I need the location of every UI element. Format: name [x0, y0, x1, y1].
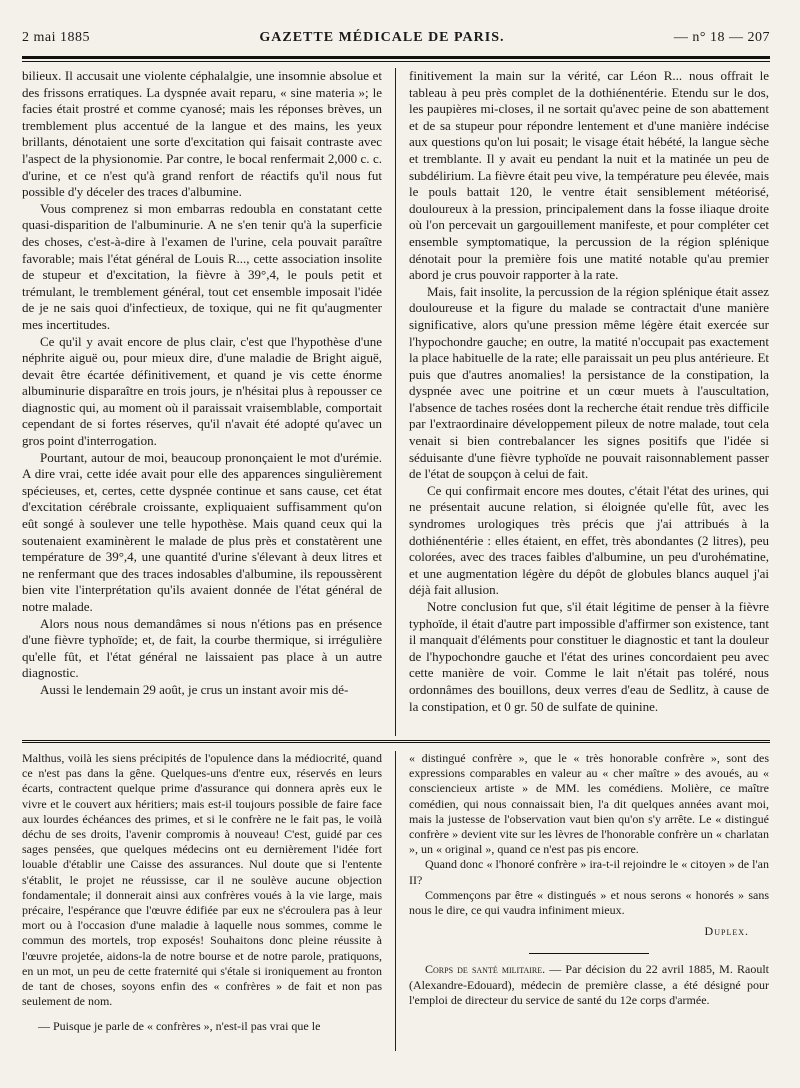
paragraph: Pourtant, autour de moi, beaucoup prononçaient le mot d'urémie. A dire vrai, cette idée avait pour elle des apparences singulièrement spécieuses, et, certes, cette dyspnée continue et sans cause, cet état d'excitation cérébrale croissante, expliquaient suffisamment qu'on eût songé à soulever une telle hypothèse. Mais quand ceux qui la soutenaient examinèrent le malade de plus près et constatèrent une température de 39°,4, une quantité d'urine s'élevant à deux litres et ne renfermant que des traces indosables d'albumine, ils repoussèrent bien vite l'interprétation qu'ils avaient donnée de l'état général de notre malade. — [22, 449, 382, 614]
paragraph: « distingué confrère », que le « très honorable confrère », sont des expressions comparables en valeur au « cher maître » des avoués, au « consciencieux artiste » de MM. les comédiens. Molière, ce maître comédien, qui nous connaissait bien, l'a dit quelques années avant moi, mais la justesse de l'observation vaut bien qu'on s'y arrête. Le « distingué confrère » devient vite sur les lèvres de l'honorable confrère un « charlatan », un « original », quand ce n'est pas pis encore. — [409, 751, 769, 857]
newspaper-page — [22, 30, 770, 1051]
paragraph: Commençons par être « distingués » et nous serons « honorés » sans nous le dire, ce qui vaudra infiniment mieux. — [409, 887, 769, 918]
paragraph: bilieux. Il accusait une violente céphalalgie, une insomnie absolue et des frissons erratiques. La dyspnée avait reparu, « sine materia »; le facies était prostré et comme cyanosé; mais les réponses brèves, un tremblement plus accentué de la langue et des mains, les yeux brillants, dénotaient une sorte d'excitation qui faisait contraste avec l'aspect de la physionomie. Par contre, le bocal renfermait 2,000 c. c. d'urine, et ce n'est qu'à grand renfort de réactifs qu'il nous fut possible d'y déceler des traces d'albumine. — [22, 68, 382, 200]
header-rule-thin — [22, 61, 770, 62]
notice-heading: Corps de santé militaire. — [425, 962, 546, 977]
paragraph: Alors nous nous demandâmes si nous n'étions pas en présence d'une fièvre typhoïde; et, de fait, la courbe thermique, si irrégulière qu'elle fût, et l'état général ne laissaient pas place à un autre diagnostic. — [22, 615, 382, 681]
feuilleton-right-column — [409, 751, 769, 1051]
notice-text: — Par décision du 22 avril 1885, M. Raoult (Alexandre-Edouard), médecin de première classe, a été désigné pour l'emploi de directeur du service de santé du 12e corps d'armée. — [409, 962, 769, 1007]
page-header — [22, 30, 770, 52]
paragraph: Quand donc « l'honoré confrère » ira-t-il rejoindre le « citoyen » de l'an II? — [409, 857, 769, 887]
paragraph: — Puisque je parle de « confrères », n'est-il pas vrai que le — [38, 1019, 321, 1034]
left-column — [22, 68, 382, 736]
paragraph: Aussi le lendemain 29 août, je crus un instant avoir mis dé- — [40, 681, 349, 697]
header-rule — [22, 56, 770, 59]
header-title: GAZETTE MÉDICALE DE PARIS. — [259, 30, 505, 45]
paragraph: Ce qu'il y avait encore de plus clair, c'est que l'hypothèse d'une néphrite aiguë ou, pour mieux dire, d'une maladie de Bright aiguë, devait être écartée définitivement, et quand je vis cette énorme albuminurie disparaître en trois jours, je n'hésitai plus à repousser ce diagnostic qui, au moment où il paraissait vraisemblable, comportait cependant de si fortes réserves, qu'il n'avait été adopté qu'avec un gros point d'interrogation. — [22, 333, 382, 449]
paragraph: Ce qui confirmait encore mes doutes, c'était l'état des urines, qui ne présentait aucune relation, si éloignée qu'elle fût, avec les syndromes urologiques très précis que j'ai attribués à la dothiénentérie : elles étaient, en effet, très abondantes (2 litres), peu colorées, avec des traces faibles d'albumine, un peu d'urohématine, et une augmentation légère du dépôt de globules blancs auquel j'ai déjà fait allusion. — [409, 482, 769, 598]
right-column — [409, 68, 769, 736]
notice-paragraph — [409, 962, 769, 1008]
column-divider — [395, 751, 396, 1051]
paragraph: Vous comprenez si mon embarras redoubla en constatant cette quasi-disparition de l'albuminurie. A ne s'en tenir qu'à la superficie des choses, c'est-à-dire à l'examen de l'urine, cela pouvait paraître favorable; mais l'état général de Louis R..., cette association insolite de stupeur et d'excitation, la fièvre à 39°,4, le pouls petit et trémulant, le tremblement général, tout cet ensemble imposait l'idée de je ne sais quoi d'infectieux, de toxique, qui ne fit qu'augmenter mes incertitudes. — [22, 200, 382, 332]
article-body — [22, 68, 770, 736]
paragraph: Malthus, voilà les siens précipités de l'opulence dans la médiocrité, quand ce n'est pas dans la gêne. Quelques-uns d'entre eux, réservés en leurs écarts, contractent quelque prime d'assurance qui donnera après eux le vivre et le couvert aux héritiers; mais est-il toujours possible de faire face aux lourdes échéances des primes, et si le confrère ne le fait pas, le voilà déchu de ses droits, l'avenir compromis à nouveau! C'est, guidé par ces sages pensées, que quelques médecins ont eu dernièrement l'idée fort louable d'établir une Caisse des assurances. Nul doute que si l'entente s'établit, le projet ne réussisse, car il ne soulève aucune objection fondamentale; il donnerait ainsi aux confrères voués à la vie large, mais précaire, l'espérance que l'œuvre édifiée par eux ne s'écroulera pas à leur mort ou à l'occasion d'une maladie à laquelle nous sommes, comme le commun des mortels, trop exposés! Souhaitons donc pleine réussite à l'œuvre projetée, aidons-la de notre bourse et de notre parole, pratiquons, en un mot, un peu de cette fraternité qui s'étale si ironiquement au fronton de tant de choses, soyons enfin des « confrères » de fait et non pas seulement de nom. — [22, 751, 382, 1009]
feuilleton-separator — [22, 740, 770, 743]
column-divider — [395, 68, 396, 736]
signature: Duplex. — [704, 924, 749, 939]
paragraph: finitivement la main sur la vérité, car Léon R... nous offrait le tableau à peu près complet de la dothiénentérie. Etendu sur le dos, les paupières mi-closes, il ne sortait qu'avec peine de son abattement et de sa stupeur pour répondre lentement et d'une manière indécise aux questions qu'on lui posait; le visage était hébété, la langue sèche et tremblante. Il y avait eu pendant la nuit et la matinée un peu de subdélirium. La fièvre était peu vive, la température peu élevée, mais le pouls battait 120, le ventre était sensiblement météorisé, douloureux à la pression, principalement dans la fosse iliaque droite où l'on percevait un gargouillement manifeste, et pour compléter cet ensemble symptomatique, la percussion de la région splénique dénotait pour la première fois une matité notable qu'au premier abord je crus pouvoir rapporter à la rate. — [409, 68, 769, 283]
header-date: 2 mai 1885 — [22, 30, 90, 45]
feuilleton-left-column — [22, 751, 382, 1051]
paragraph: Mais, fait insolite, la percussion de la région splénique était assez douloureuse et la figure du malade se contractait d'une manière significative, alors qu'une pression même légère était exercée sur l'hypochondre gauche; en outre, la matité n'occupait pas exactement la place habituelle de la rate; elle paraissait un peu plus antérieure. Et puis que d'autres anomalies! la persistance de la constipation, la dyspnée avec une poitrine et un cœur muets à l'auscultation, l'absence de taches rosées dont la recherche était rendue très difficile par l'extraordinaire développement pileux de notre malade, tout cela venait si bien contrebalancer les signes positifs que l'idée si séduisante d'une fièvre typhoïde ne pouvait raisonnablement passer de l'état de soupçon à celui de fait. — [409, 283, 769, 482]
notice-rule — [529, 953, 649, 954]
header-page-number: — n° 18 — 207 — [673, 30, 770, 45]
paragraph: Notre conclusion fut que, s'il était légitime de penser à la fièvre typhoïde, il était d'autre part impossible d'affirmer son existence, tant il manquait d'éléments pour constituer le diagnostic et tant la douleur de l'hypochondre gauche et l'état des urines concordaient peu avec cette manière de voir. Comme le lait n'était pas toléré, nous ordonnâmes des bouillons, deux verres d'eau de Sedlitz, à cause de la constipation, et 0 gr. 50 de sulfate de quinine. — [409, 599, 769, 714]
feuilleton — [22, 751, 770, 1051]
